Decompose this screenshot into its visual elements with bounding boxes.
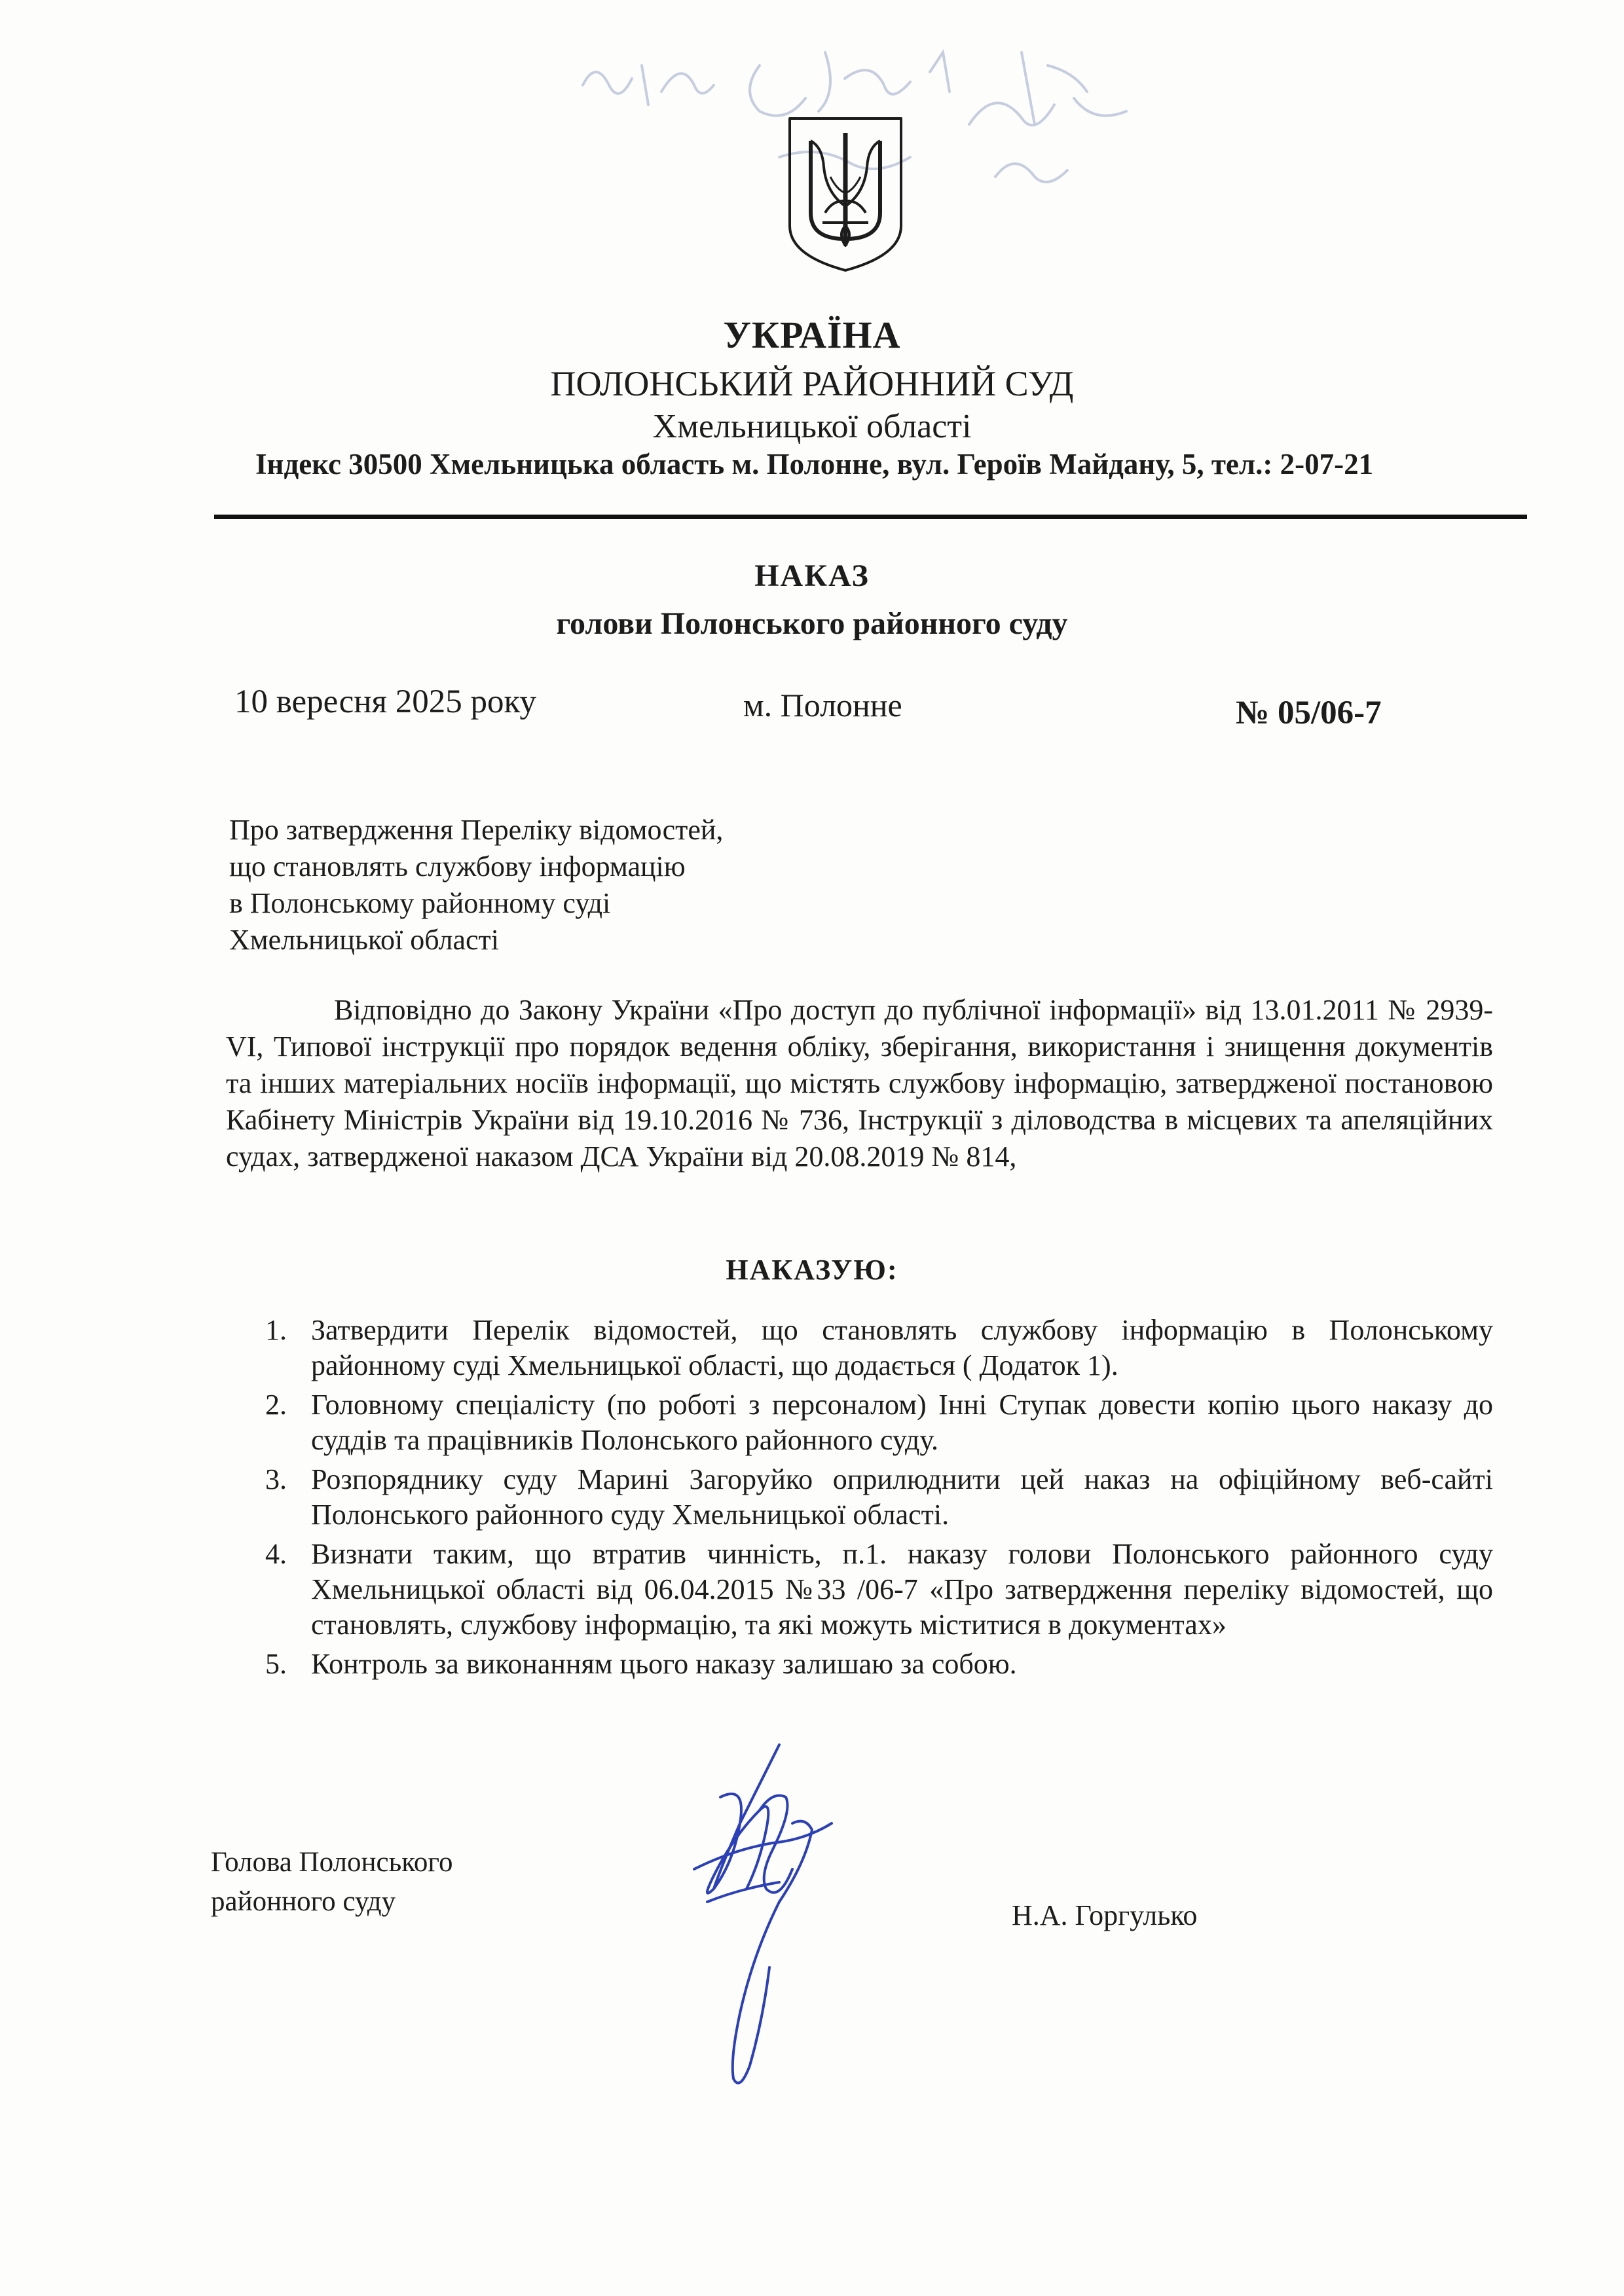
court-address: Індекс 30500 Хмельницька область м. Полонне, вул. Героїв Майдану, 5, тел.: 2-07-21 [255, 448, 1374, 481]
order-date: 10 вересня 2025 року [234, 683, 537, 720]
country-title: УКРАЇНА [723, 314, 901, 356]
item-text: Визнати таким, що втратив чинність, п.1. наказу голови Полонського районного суду Хмельницької області від 06.04.2015 №33 /06-7 «Про затвердження переліку відомостей, що становлять, службову інформацію, та які можуть міститися в документах» [311, 1538, 1493, 1641]
subject-line: Хмельницької області [229, 924, 500, 956]
order-subject [229, 812, 884, 958]
order-preamble: Відповідно до Закону України «Про доступ до публічної інформації» від 13.01.2011 № 2939-VI, Типової інструкції про порядок ведення обліку, зберігання, використання і знищення документів та інших матеріальних носіїв інформації, що містять службову інформацію, затвердженої постановою Кабінету Міністрів України від 19.10.2016 № 736, Інструкції з діловодства в місцевих та апеляційних судах, затвердженої наказом ДСА України від 20.08.2019 № 814, [226, 994, 1493, 1173]
item-text: Розпоряднику суду Марині Загоруйко оприлюднити цей наказ на офіційному веб-сайті Полонського районного суду Хмельницької області. [311, 1463, 1493, 1531]
list-item [259, 1462, 1493, 1533]
position-line: Голова Полонського [211, 1847, 453, 1878]
item-text: Головному спеціалісту (по роботі з персоналом) Інні Ступак довести копію цього наказу до суддів та працівників Полонського районного суду. [311, 1389, 1493, 1456]
list-item [259, 1387, 1493, 1458]
header-divider [214, 515, 1527, 519]
item-text: Контроль за виконанням цього наказу залишаю за собою. [311, 1648, 1017, 1680]
court-region: Хмельницької області [652, 408, 972, 445]
list-item [259, 1313, 1493, 1383]
subject-line: Про затвердження Переліку відомостей, [229, 814, 724, 846]
order-number: № 05/06-7 [1236, 695, 1382, 731]
court-name: ПОЛОНСЬКИЙ РАЙОННИЙ СУД [550, 364, 1074, 403]
position-line: районного суду [211, 1886, 396, 1917]
trident-coat-of-arms-icon [784, 115, 906, 273]
list-item [259, 1647, 1493, 1682]
item-number: 3. [265, 1463, 287, 1495]
order-city: м. Полонне [743, 687, 902, 723]
item-number: 2. [265, 1389, 287, 1421]
signatory-position [211, 1843, 452, 1922]
ordering-heading: НАКАЗУЮ: [726, 1254, 898, 1286]
item-number: 4. [265, 1538, 287, 1570]
order-title: НАКАЗ [754, 558, 870, 593]
signatory-name: Н.А. Горгулько [1012, 1899, 1198, 1931]
item-number: 1. [265, 1314, 287, 1346]
order-subtitle: голови Полонського районного суду [556, 606, 1068, 641]
subject-line: в Полонському районному суді [229, 887, 611, 919]
item-number: 5. [265, 1648, 287, 1680]
order-items-list [259, 1313, 1493, 1686]
subject-line: що становлять службову інформацію [229, 850, 686, 883]
item-text: Затвердити Перелік відомостей, що становлять службову інформацію в Полонському районному суді Хмельницької області, що додається ( Додаток 1). [311, 1314, 1493, 1381]
handwritten-signature-icon [681, 1738, 845, 2111]
list-item [259, 1537, 1493, 1643]
